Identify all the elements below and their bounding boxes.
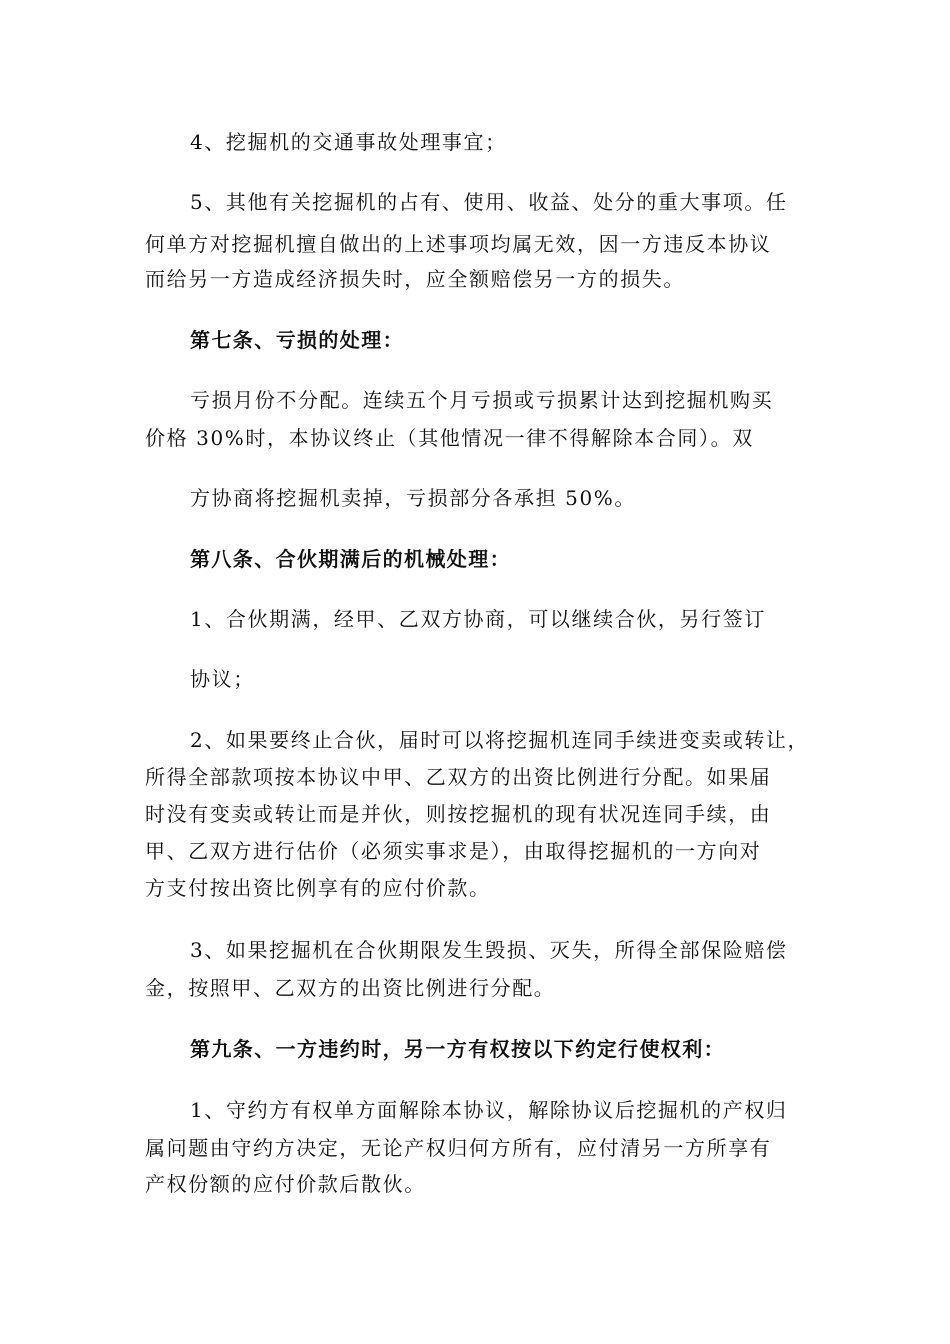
article-9-item-1-line-2: 属问题由守约方决定，无论产权归何方所有，应付清另一方所享有 bbox=[145, 1136, 772, 1160]
item-4: 4、挖掘机的交通事故处理事宜； bbox=[190, 130, 507, 154]
article-9-heading: 第九条、一方违约时，另一方有权按以下约定行使权利： bbox=[190, 1037, 725, 1061]
article-7-line-2: 价格 30%时，本协议终止（其他情况一律不得解除本合同）。双 bbox=[145, 426, 754, 450]
article-8-item-2-line-5: 方支付按出资比例享有的应付价款。 bbox=[145, 876, 491, 900]
article-8-item-3-line-1: 3、如果挖掘机在合伙期限发生毁损、灭失，所得全部保险赔偿 bbox=[190, 938, 788, 962]
article-8-item-2-line-1: 2、如果要终止合伙，届时可以将挖掘机连同手续进变卖或转让， bbox=[190, 728, 810, 752]
article-8-heading: 第八条、合伙期满后的机械处理： bbox=[190, 547, 511, 571]
article-8-item-2-line-3: 时没有变卖或转让而是并伙，则按挖掘机的现有状况连同手续，由 bbox=[145, 802, 772, 826]
article-8-item-1-line-2: 协议； bbox=[190, 667, 255, 691]
article-8-item-1-line-1: 1、合伙期满，经甲、乙双方协商，可以继续合伙，另行签订 bbox=[190, 607, 766, 631]
article-9-item-1-line-1: 1、守约方有权单方面解除本协议，解除协议后挖掘机的产权归 bbox=[190, 1098, 788, 1122]
item-5-line-3: 而给另一方造成经济损失时，应全额赔偿另一方的损失。 bbox=[145, 267, 685, 291]
article-8-item-2-line-4: 甲、乙双方进行估价（必须实事求是），由取得挖掘机的一方向对 bbox=[145, 839, 762, 863]
article-8-item-2-line-2: 所得全部款项按本协议中甲、乙双方的出资比例进行分配。如果届 bbox=[145, 765, 772, 789]
article-7-line-3: 方协商将挖掘机卖掉，亏损部分各承担 50%。 bbox=[190, 486, 637, 510]
item-5-line-2: 何单方对挖掘机擅自做出的上述事项均属无效，因一方违反本协议 bbox=[145, 232, 772, 256]
article-8-item-3-line-2: 金，按照甲、乙双方的出资比例进行分配。 bbox=[145, 976, 556, 1000]
article-7-heading: 第七条、亏损的处理： bbox=[190, 328, 404, 352]
article-9-item-1-line-3: 产权份额的应付价款后散伙。 bbox=[145, 1172, 426, 1196]
item-5-line-1: 5、其他有关挖掘机的占有、使用、收益、处分的重大事项。任 bbox=[190, 190, 788, 214]
article-7-line-1: 亏损月份不分配。连续五个月亏损或亏损累计达到挖掘机购买 bbox=[190, 388, 774, 412]
